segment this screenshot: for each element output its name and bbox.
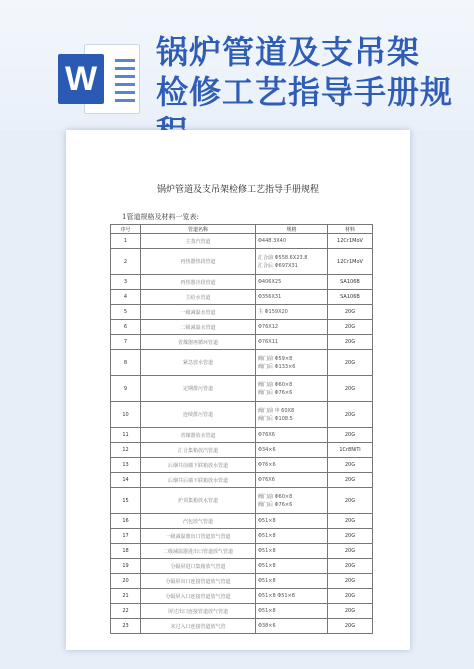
pipe-spec-line: 汇合后 Φ697X31 [258, 262, 298, 269]
pipe-spec [256, 443, 328, 458]
pipe-material: 20G [328, 488, 373, 514]
pipe-spec-line: 主 Φ159X20 [258, 309, 288, 315]
pipe-name: 二级减温水管道 [141, 320, 256, 335]
document-title: 锅炉管道及支吊架检修工艺指导手册规程 [156, 185, 319, 195]
pipe-spec-line: Φ51×8 [258, 533, 276, 539]
pipe-spec [256, 619, 328, 634]
table-row [111, 544, 373, 559]
pipe-name: 分隔屏出口连接管道放气管道 [141, 574, 256, 589]
pipe-name: 省煤器放水管道 [141, 428, 256, 443]
pipe-spec-line: 阀门前 中 60X8 [258, 407, 295, 414]
table-row [111, 574, 373, 589]
table-row [111, 376, 373, 402]
row-number: 4 [111, 290, 141, 305]
pipe-spec [256, 488, 328, 514]
pipe-material: 20G [328, 350, 373, 376]
pipe-name: 省煤器再循环管道 [141, 335, 256, 350]
document-page [66, 130, 410, 650]
pipe-spec [256, 544, 328, 559]
header-name: 管道名称 [141, 225, 256, 234]
header-no: 序号 [111, 225, 141, 234]
row-number: 11 [111, 428, 141, 443]
pipe-spec [256, 350, 328, 376]
table-row [111, 514, 373, 529]
pipe-material: 20G [328, 320, 373, 335]
row-number: 21 [111, 589, 141, 604]
row-number: 13 [111, 458, 141, 473]
pipe-spec [256, 305, 328, 320]
row-number: 7 [111, 335, 141, 350]
word-letter-icon: W [58, 54, 104, 104]
pipe-name: 分隔屏进口集箱放气管道 [141, 559, 256, 574]
table-row [111, 488, 373, 514]
table-row [111, 402, 373, 428]
row-number: 8 [111, 350, 141, 376]
pipe-spec [256, 428, 328, 443]
pipe-material: 20G [328, 473, 373, 488]
row-number: 19 [111, 559, 141, 574]
banner-title-line1: 锅炉管道及支吊架 [156, 33, 421, 71]
table-row [111, 458, 373, 473]
table-row [111, 473, 373, 488]
pipe-name: 炉顶集箱放水管道 [141, 488, 256, 514]
pipe-name: 末过入口连接管道放气管 [141, 619, 256, 634]
pipe-material: SA106B [328, 275, 373, 290]
banner-title-line2: 检修工艺指导手册规 [156, 73, 454, 111]
pipe-spec-line: Φ51×8 [258, 563, 276, 569]
pipe-spec-line: Φ34×6 [258, 447, 276, 453]
pipe-spec-line: Φ356X31 [258, 294, 282, 300]
table-row [111, 275, 373, 290]
pipe-spec [256, 402, 328, 428]
pipe-spec [256, 458, 328, 473]
row-number: 23 [111, 619, 141, 634]
pipe-spec-line: Φ448.3X40 [258, 238, 287, 244]
pipe-name: 紧急放水管道 [141, 350, 256, 376]
pipe-spec [256, 574, 328, 589]
table-row [111, 604, 373, 619]
table-row [111, 335, 373, 350]
pipe-spec [256, 473, 328, 488]
word-document-icon [58, 38, 140, 118]
pipe-spec-line: 汇合前 Φ558.6X23.8 [258, 254, 308, 261]
table-row [111, 234, 373, 249]
row-number: 5 [111, 305, 141, 320]
table-row [111, 559, 373, 574]
pipe-spec [256, 376, 328, 402]
pipe-spec [256, 234, 328, 249]
pipe-spec-line: 阀门后 Φ76×6 [258, 501, 293, 508]
pipe-material: 20G [328, 402, 373, 428]
pipe-spec-line: Φ406X25 [258, 279, 282, 285]
pipe-spec-line: Φ51×8 [258, 548, 276, 554]
pipe-spec-line: 阀门后 Φ133×6 [258, 363, 296, 370]
pipe-spec-line: 阀门前 Φ60×8 [258, 493, 293, 500]
pipe-material: 12Cr1MoV [328, 249, 373, 275]
table-row [111, 350, 373, 376]
row-number: 14 [111, 473, 141, 488]
pipe-spec-line: 阀门前 Φ59×8 [258, 355, 293, 362]
row-number: 12 [111, 443, 141, 458]
header-spec: 规格 [256, 225, 328, 234]
pipe-name: 定期排污管道 [141, 376, 256, 402]
row-number: 10 [111, 402, 141, 428]
pipe-material: 1Cr8NiTi [328, 443, 373, 458]
table-row [111, 249, 373, 275]
table-row [111, 290, 373, 305]
pipe-material: SA106B [328, 290, 373, 305]
row-number: 22 [111, 604, 141, 619]
pipe-material: 20G [328, 589, 373, 604]
pipe-spec-line: Φ76X6 [258, 477, 275, 483]
pipe-spec-line: Φ76X12 [258, 324, 279, 330]
pipe-name: 再热器热段管道 [141, 249, 256, 275]
pipe-material: 20G [328, 574, 373, 589]
pipe-spec [256, 275, 328, 290]
pipe-name: 连续排污管道 [141, 402, 256, 428]
pipe-material: 20G [328, 305, 373, 320]
pipe-spec-line: Φ51×8 [258, 578, 276, 584]
row-number: 16 [111, 514, 141, 529]
row-number: 3 [111, 275, 141, 290]
pipe-spec-line: Φ51×8 Φ51×8 [258, 593, 295, 599]
pipe-spec-line: Φ76X11 [258, 339, 279, 345]
pipe-spec [256, 529, 328, 544]
pipe-name: 分隔屏入口连接管道放气管道 [141, 589, 256, 604]
pipe-material: 20G [328, 514, 373, 529]
pipe-material: 12Cr1MoV [328, 234, 373, 249]
table-row [111, 529, 373, 544]
pipe-name: 汽包放气管道 [141, 514, 256, 529]
pipe-material: 20G [328, 428, 373, 443]
pipe-material: 20G [328, 604, 373, 619]
pipe-material: 20G [328, 619, 373, 634]
pipe-material: 20G [328, 529, 373, 544]
row-number: 18 [111, 544, 141, 559]
row-number: 20 [111, 574, 141, 589]
pipe-spec-line: 阀门后 Φ108.5 [258, 415, 293, 422]
pipe-spec [256, 604, 328, 619]
pipe-name: 再热器冷段管道 [141, 275, 256, 290]
row-number: 17 [111, 529, 141, 544]
pipe-spec [256, 335, 328, 350]
pipe-spec-line: Φ76×6 [258, 462, 276, 468]
row-number: 1 [111, 234, 141, 249]
pipe-name: 一级减温器出口管道放气管道 [141, 529, 256, 544]
pipe-spec-line: Φ38×6 [258, 623, 276, 629]
pipe-spec [256, 320, 328, 335]
pipe-material: 20G [328, 458, 373, 473]
table-row [111, 305, 373, 320]
pipe-name: 二级减温器进出口管道放气管道 [141, 544, 256, 559]
pipe-spec [256, 559, 328, 574]
row-number: 15 [111, 488, 141, 514]
section-title: 1管道规格及材料一览表: [122, 213, 199, 221]
pipe-name: 一级减温水管道 [141, 305, 256, 320]
pipe-spec-line: Φ76X6 [258, 432, 275, 438]
header-material: 材料 [328, 225, 373, 234]
pipe-material: 20G [328, 335, 373, 350]
table-header-row [111, 225, 373, 234]
pipe-name: 主给水管道 [141, 290, 256, 305]
table-row [111, 443, 373, 458]
pipe-spec [256, 249, 328, 275]
pipe-spec-line: 阀门前 Φ60×8 [258, 381, 293, 388]
pipe-name: 后烟井后墙下联箱放水管道 [141, 473, 256, 488]
pipe-spec-line: 阀门后 Φ76×6 [258, 389, 293, 396]
pipe-material: 20G [328, 559, 373, 574]
pipe-name: 主蒸汽管道 [141, 234, 256, 249]
pipe-material: 20G [328, 376, 373, 402]
row-number: 6 [111, 320, 141, 335]
row-number: 2 [111, 249, 141, 275]
pipe-material: 20G [328, 544, 373, 559]
pipe-spec-table [110, 224, 373, 634]
table-row [111, 320, 373, 335]
table-row [111, 619, 373, 634]
pipe-spec-line: Φ51×8 [258, 518, 276, 524]
pipe-name: 汇合集箱放汽管道 [141, 443, 256, 458]
pipe-name: 后烟井前墙下联箱放水管道 [141, 458, 256, 473]
pipe-spec [256, 514, 328, 529]
pipe-name: 屏过出口连接管道放气管道 [141, 604, 256, 619]
row-number: 9 [111, 376, 141, 402]
pipe-spec [256, 290, 328, 305]
table-row [111, 589, 373, 604]
pipe-spec [256, 589, 328, 604]
table-row [111, 428, 373, 443]
pipe-spec-line: Φ51×8 [258, 608, 276, 614]
